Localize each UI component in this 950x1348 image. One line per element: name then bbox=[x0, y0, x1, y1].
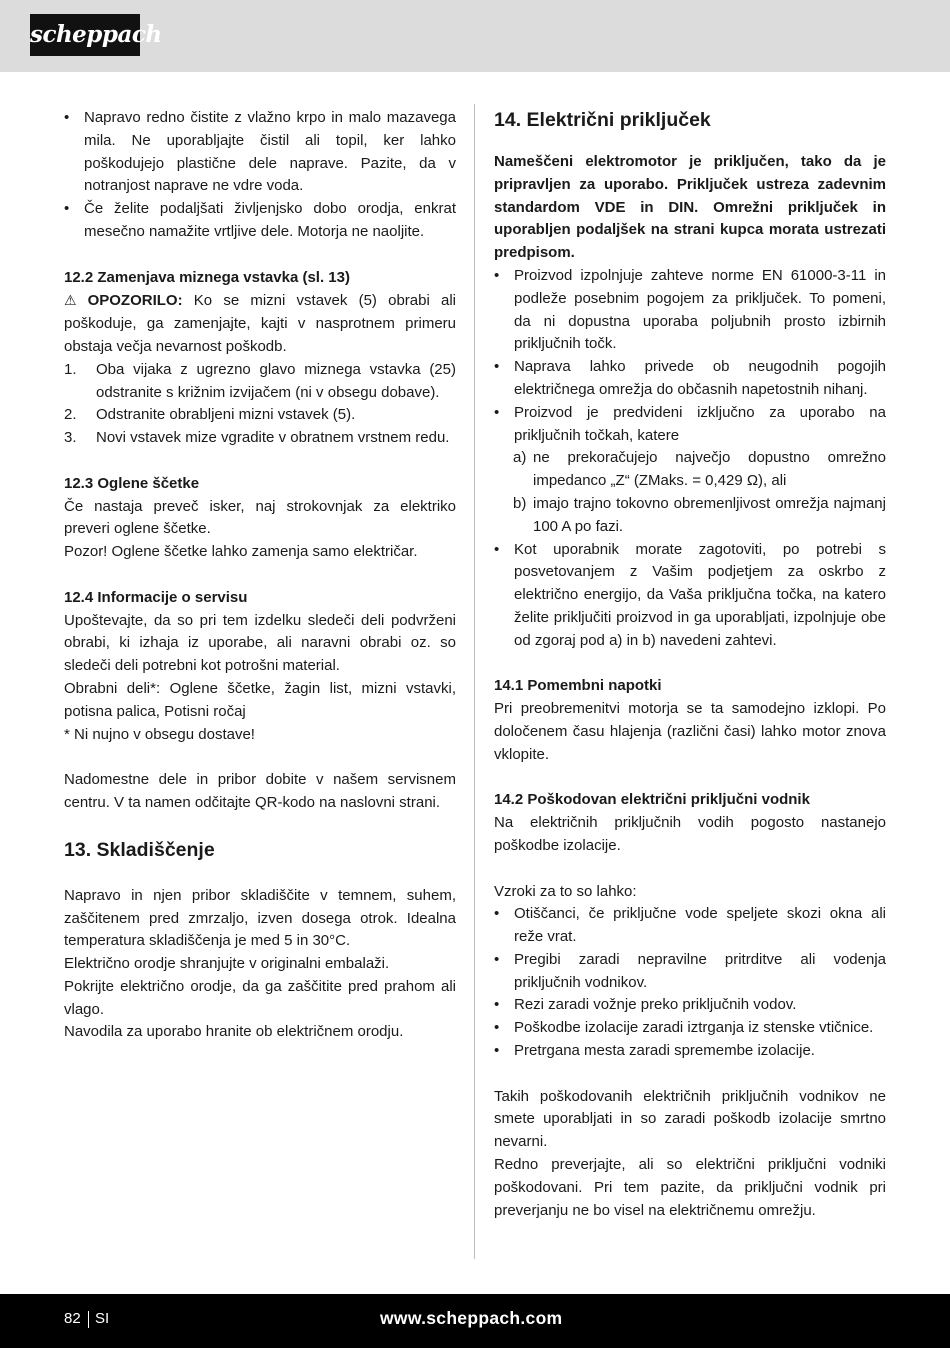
list-item: • Rezi zaradi vožnje preko priključnih vodov. bbox=[494, 994, 886, 1017]
list-item: • Če želite podaljšati življenjsko dobo orodja, enkrat mesečno namažite vrtljive dele. Motorja ne naoljite. bbox=[64, 200, 456, 240]
section-heading-12-3: 12.3 Oglene ščetke bbox=[64, 474, 200, 492]
list-item: b) imajo trajno tokovno obremenljivost omrežja najmanj 100 A po fazi. bbox=[513, 494, 886, 535]
paragraph: Napravo in njen pribor skladiščite v temnem, suhem, zaščitenem pred zmrzaljo, izven dosega otrok. Idealna temperatura skladiščenja je med 5 in 30°C. bbox=[64, 886, 456, 950]
section-heading-12-4: 12.4 Informacije o servisu bbox=[64, 588, 248, 606]
bullet-icon: • bbox=[494, 1019, 500, 1037]
website-link[interactable]: www.scheppach.com bbox=[380, 1308, 563, 1328]
list-item: • Proizvod izpolnjuje zahteve norme EN 61000-3-11 in podleže posebnim pogojem za priključek. To pomeni, da ni dopustna uporaba poljubnih prosto izbirnih priključnih točk. bbox=[494, 266, 886, 353]
header-bar bbox=[0, 0, 950, 72]
paragraph: Vzroki za to so lahko: bbox=[494, 882, 637, 900]
spacer bbox=[64, 746, 456, 769]
paragraph: Obrabni deli*: Oglene ščetke, žagin list, mizni vstavki, potisna palica, Potisni ročaj bbox=[64, 679, 456, 720]
bullet-icon: • bbox=[494, 266, 500, 284]
right-column bbox=[494, 107, 886, 1222]
replacement-steps bbox=[64, 359, 456, 450]
bullet-icon: • bbox=[494, 996, 500, 1014]
section-heading-14-2: 14.2 Poškodovan električni priključni vodnik bbox=[494, 791, 810, 809]
list-item: • Naprava lahko privede ob neugodnih pogojih električnega omrežja do občasnih napetostnih nihanj. bbox=[494, 358, 886, 398]
column-divider bbox=[474, 104, 475, 1259]
list-item: a) ne prekoračujejo največjo dopustno omrežno impedanco „Z“ (ZMaks. = 0,429 Ω), ali bbox=[513, 449, 886, 490]
list-item: • Proizvod je predvideni izključno za uporabo na priključnih točkah, katere bbox=[494, 403, 886, 444]
list-item: • Poškodbe izolacije zaradi iztrganja iz stenske vtičnice. bbox=[494, 1017, 886, 1040]
bullet-icon: • bbox=[64, 109, 70, 126]
spacer bbox=[494, 1063, 886, 1086]
list-item: • Otiščanci, če priključne vode speljete skozi okna ali reže vrat. bbox=[494, 905, 886, 946]
bullet-icon: • bbox=[494, 403, 500, 421]
footer-separator bbox=[88, 1311, 89, 1328]
warning-text: Ko se mizni vstavek (5) obrabi ali poškoduje, ga zamenjajte, kajti v nasprotnem primeru obstaja večja nevarnost poškodb. bbox=[64, 292, 456, 355]
left-column bbox=[64, 107, 456, 1044]
paragraph: Pozor! Oglene ščetke lahko zamenja samo električar. bbox=[64, 543, 418, 561]
bullet-icon: • bbox=[494, 358, 500, 376]
damage-causes bbox=[494, 903, 886, 1063]
paragraph: Če nastaja preveč isker, naj strokovnjak za elektriko preveri oglene ščetke. bbox=[64, 497, 456, 538]
bullet-icon: • bbox=[494, 1042, 500, 1060]
language-code: SI bbox=[95, 1310, 110, 1327]
bullet-icon: • bbox=[494, 905, 500, 923]
list-item: 3. Novi vstavek mize vgradite v obratnem vrstnem redu. bbox=[64, 429, 450, 447]
spacer bbox=[64, 875, 456, 885]
page-number: 82 bbox=[64, 1310, 81, 1327]
paragraph: * Ni nujno v obsegu dostave! bbox=[64, 725, 255, 743]
paragraph: Nadomestne dele in pribor dobite v našem servisnem centru. V ta namen odčitajte QR-kodo na naslovni strani. bbox=[64, 771, 456, 811]
section-heading-14-1: 14.1 Pomembni napotki bbox=[494, 677, 662, 695]
section-heading-12-2: 12.2 Zamenjava miznega vstavka (sl. 13) bbox=[64, 268, 350, 286]
paragraph: Redno preverjajte, ali so električni priključni vodniki poškodovani. Pri tem pazite, da priključni vodnik pri preverjanju ne bo visel na električnemu omrežju. bbox=[494, 1156, 886, 1219]
connection-bullets bbox=[494, 265, 886, 653]
paragraph: Pokrijte električno orodje, da ga zaščitite pred prahom ali vlago. bbox=[64, 977, 456, 1018]
footer-bar bbox=[0, 1294, 950, 1348]
brand-logo: scheppach bbox=[30, 14, 140, 56]
bullet-icon: • bbox=[64, 200, 70, 218]
spacer bbox=[494, 858, 886, 881]
paragraph: Takih poškodovanih električnih priključnih vodnikov ne smete uporabljati in so zaradi poškodb izolacije smrtno nevarni. bbox=[494, 1087, 886, 1151]
section-heading-13: 13. Skladiščenje bbox=[64, 838, 215, 861]
list-item: • Pregibi zaradi nepravilne pritrditve ali vodenja priključnih vodnikov. bbox=[494, 950, 886, 991]
paragraph: Električno orodje shranjujte v originalni embalaži. bbox=[64, 955, 390, 973]
paragraph: Pri preobremenitvi motorja se ta samodejno izklopi. Po določenem času hlajenja (različni časi) lahko motor znova vklopite. bbox=[494, 700, 886, 763]
list-item: • Kot uporabnik morate zagotoviti, po potrebi s posvetovanjem z Vašim podjetjem za oskrbo z električno energijo, da Vaša priključna točka, na katero želite priključiti proizvod in ga uporabljati, izpolnjuje obe od zgoraj pod a) in b) navedeni zahtevi. bbox=[494, 540, 886, 649]
warning-paragraph bbox=[64, 289, 456, 358]
warning-icon: ⚠ bbox=[64, 292, 84, 309]
paragraph: Na električnih priključnih vodih pogosto nastanejo poškodbe izolacije. bbox=[494, 814, 886, 854]
bullet-icon: • bbox=[494, 540, 500, 558]
section-heading-14: 14. Električni priključek bbox=[494, 109, 711, 131]
warning-label: OPOZORILO: bbox=[87, 292, 183, 310]
list-item: 1. Oba vijaka z ugrezno glavo miznega vstavka (25) odstranite s križnim izvijačem (ni v obsegu dobave). bbox=[64, 360, 456, 401]
paragraph: Upoštevajte, da so pri tem izdelku sledeči deli podvrženi obrabi, ki izhaja iz uporabe, ali naravni obrabi oz. so sledeči deli potrebni kot potrošni material. bbox=[64, 611, 456, 675]
paragraph: Navodila za uporabo hranite ob električnem orodju. bbox=[64, 1023, 404, 1041]
list-item: • Pretrgana mesta zaradi spremembe izolacije. bbox=[494, 1040, 886, 1063]
intro-paragraph: Nameščeni elektromotor je priključen, tako da je pripravljen za uporabo. Priključek ustreza zadevnim standardom VDE in DIN. Omrežni priključek in uporabljen podaljšek na strani kupca morata ustrezati predpisom. bbox=[494, 153, 886, 262]
list-item: • Napravo redno čistite z vlažno krpo in malo mazavega mila. Ne uporabljajte čistil ali topil, ker lahko poškodujejo plastične dele naprave. Pazite, da v notranjost naprave ne vdre voda. bbox=[64, 109, 456, 195]
bullet-icon: • bbox=[494, 950, 500, 968]
list-item: 2. Odstranite obrabljeni mizni vstavek (5). bbox=[64, 406, 356, 424]
cleaning-bullets bbox=[64, 107, 456, 244]
